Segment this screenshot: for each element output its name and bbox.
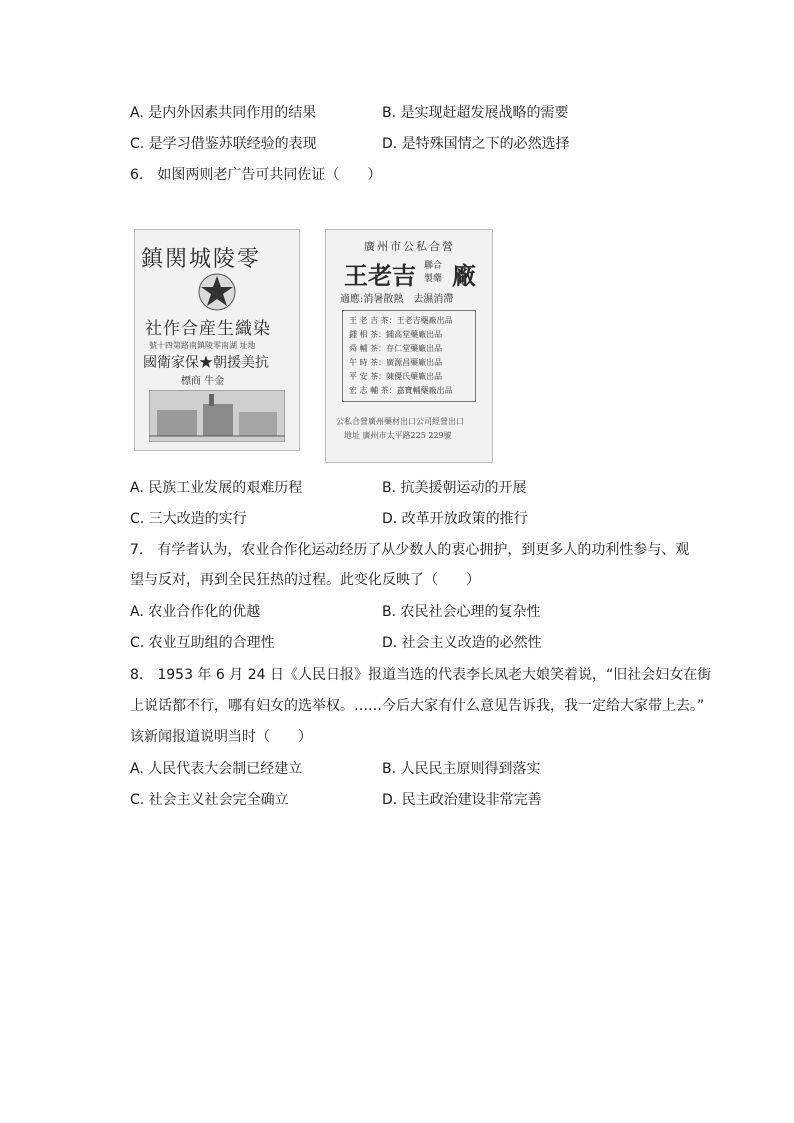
q8-option-a: A. 人民代表大会制已经建立 bbox=[130, 761, 303, 777]
q6-stem: 6. 如图两则老广告可共同佐证（ ） bbox=[130, 167, 382, 183]
advert-right-row: 王 老 吉 茶：王老吉藥廠出品 bbox=[349, 316, 453, 325]
q7-option-a: A. 农业合作化的优越 bbox=[130, 604, 261, 620]
q5-option-b: B. 是实现赶超发展战略的需要 bbox=[382, 105, 569, 121]
advert-right-foot1: 公私合營廣州藥材出口公司經營出口 bbox=[336, 417, 464, 426]
advert-right-brand-small2: 製藥 bbox=[424, 274, 443, 284]
advert-right-slogan: 適應:消暑散熱 去濕消滯 bbox=[340, 294, 454, 305]
advert-right-brand: 王老吉 bbox=[344, 261, 416, 290]
q8-option-b: B. 人民民主原则得到落实 bbox=[382, 761, 541, 777]
q6-option-b: B. 抗美援朝运动的开展 bbox=[382, 480, 527, 496]
q5-option-d: D. 是特殊国情之下的必然选择 bbox=[382, 136, 570, 152]
q7-option-b: B. 农民社会心理的复杂性 bbox=[382, 604, 541, 620]
advert-right-header: 廣州市公私合營 bbox=[364, 240, 455, 253]
q6-option-c: C. 三大改造的实行 bbox=[130, 511, 247, 527]
q5-option-a: A. 是内外因素共同作用的结果 bbox=[130, 105, 317, 121]
factory-illustration-icon bbox=[149, 390, 285, 442]
advert-right-foot2: 地址 廣州市太平路225 229號 bbox=[344, 431, 452, 440]
advert-right-brand-small1: 聯合 bbox=[424, 261, 443, 271]
q7-stem-line1: 7. 有学者认为，农业合作化运动经历了从少数人的衷心拥护，到更多人的功利性参与、观 bbox=[130, 542, 690, 558]
advert-left-line2: 國衛家保★朝援美抗 bbox=[143, 355, 269, 371]
star-emblem-icon bbox=[197, 272, 237, 312]
q5-option-c: C. 是学习借鉴苏联经验的表现 bbox=[130, 136, 317, 152]
q7-option-d: D. 社会主义改造的必然性 bbox=[382, 635, 542, 651]
q6-option-a: A. 民族工业发展的艰难历程 bbox=[130, 480, 303, 496]
q8-stem-line2: 上说话都不行，哪有妇女的选举权。……今后大家有什么意见告诉我，我一定给大家带上去。” bbox=[130, 698, 705, 714]
advert-right-product-box bbox=[342, 310, 476, 402]
q6-option-d: D. 改革开放政策的推行 bbox=[382, 511, 528, 527]
q8-stem-line1: 8. 1953 年 6 月 24 日《人民日报》报道当选的代表李长凤老大娘笑着说，“旧社会妇女在街 bbox=[130, 667, 712, 683]
advert-right-row: 舜 輔 茶：存仁堂藥廠出品 bbox=[349, 344, 443, 353]
q7-stem-line2: 望与反对，再到全民狂热的过程。此变化反映了（ ） bbox=[130, 572, 480, 588]
advert-right-row: 午 時 茶：廣源昌藥廠出品 bbox=[349, 358, 443, 367]
advert-left-title: 鎮関城陵零 bbox=[141, 247, 262, 272]
advert-right-row: 鍾 相 茶：鍾高堂藥廠出品 bbox=[349, 330, 443, 339]
advert-right-image bbox=[325, 229, 493, 463]
q7-option-c: C. 农业互助组的合理性 bbox=[130, 635, 275, 651]
q8-stem-line3: 该新闻报道说明当时（ ） bbox=[130, 729, 312, 745]
q8-option-c: C. 社会主义社会完全确立 bbox=[130, 792, 289, 808]
advert-right-row: 平 安 茶：陳優氏藥廠出品 bbox=[349, 372, 443, 381]
advert-left-line1: 社作合産生織染 bbox=[145, 319, 271, 339]
advert-right-brand-end: 廠 bbox=[452, 261, 476, 290]
q8-option-d: D. 民主政治建设非常完善 bbox=[382, 792, 542, 808]
advert-left-address: 號十四第路南鎮陵零南湖 址地 bbox=[149, 341, 256, 350]
advert-left-image bbox=[134, 229, 300, 451]
advert-right-row: 宏 志 輔 茶：嘉寶輔藥廠出品 bbox=[349, 386, 453, 395]
advert-left-trademark: 標商 牛金 bbox=[181, 376, 225, 387]
